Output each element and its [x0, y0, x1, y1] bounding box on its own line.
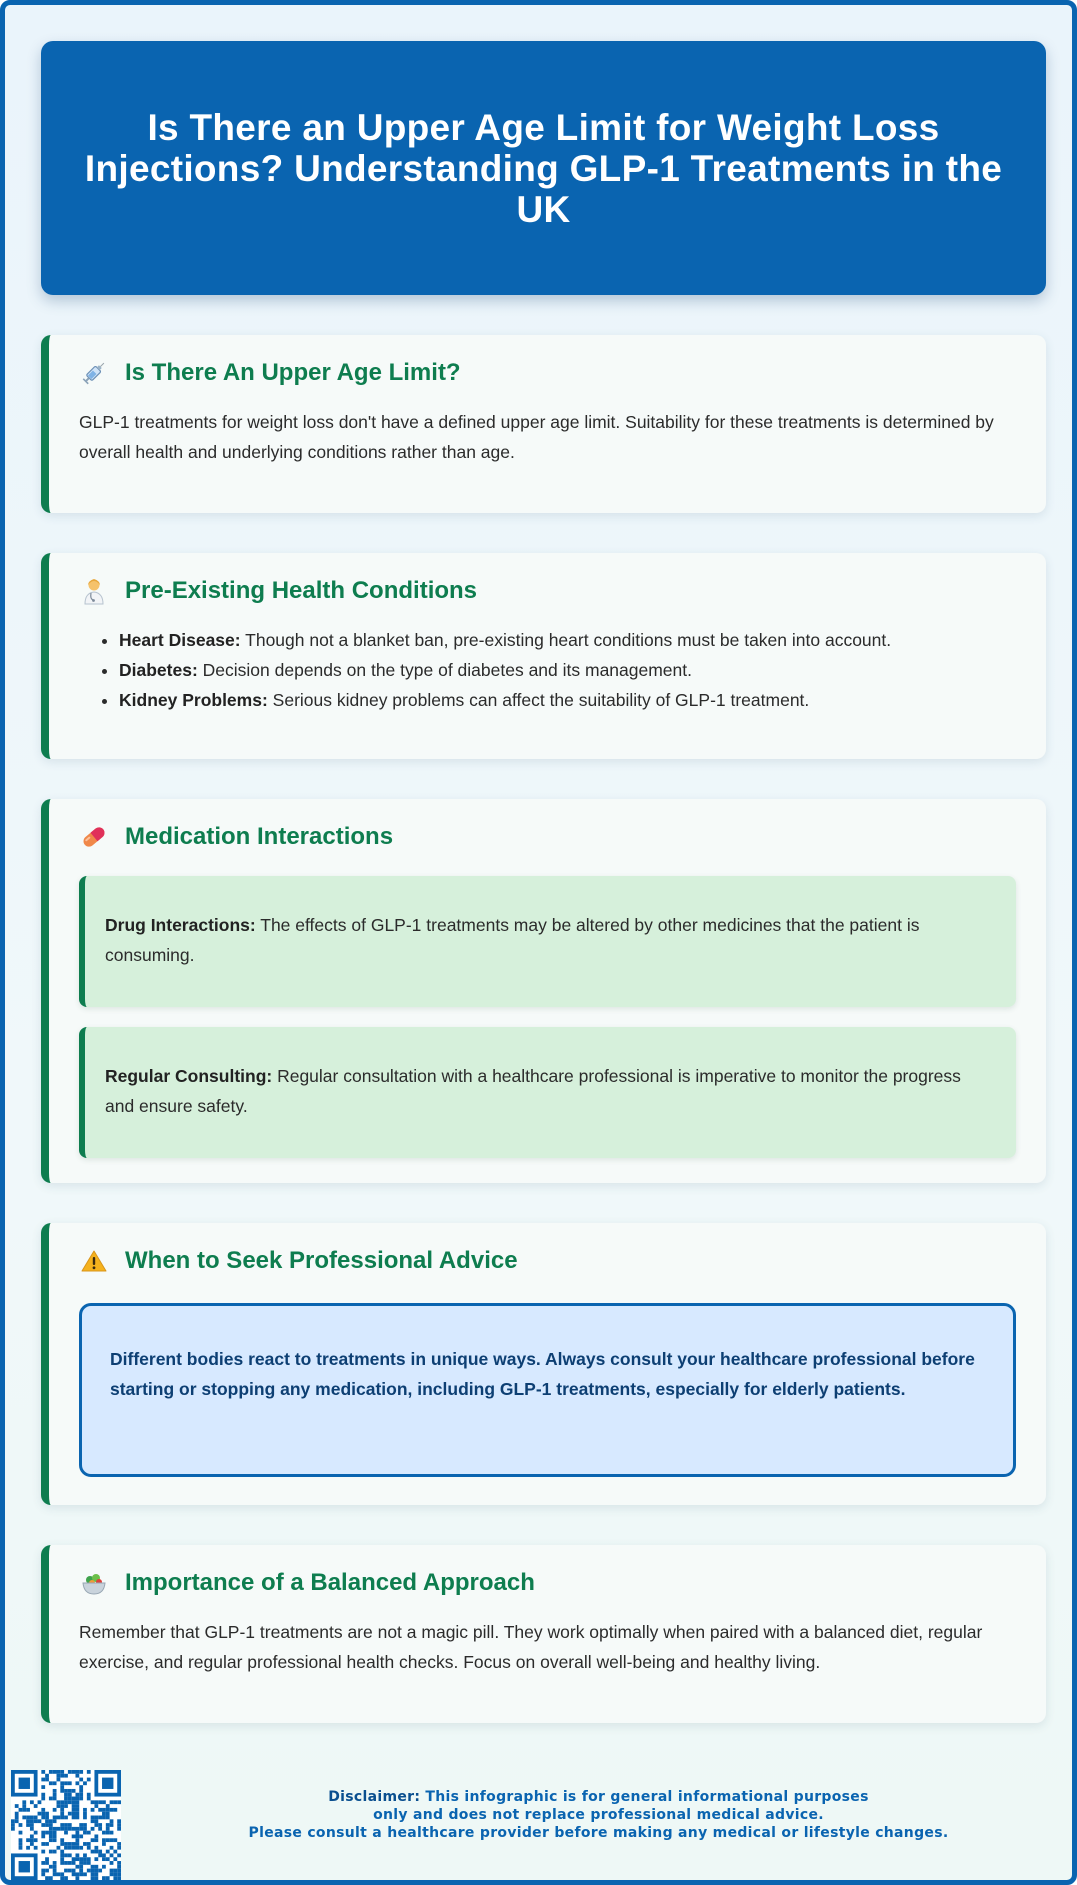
card-heading: [79, 353, 1016, 393]
salad-icon: [79, 1568, 109, 1598]
item-label: Kidney Problems:: [119, 690, 268, 710]
box-label: Drug Interactions:: [105, 915, 256, 935]
info-box-regular-consulting: [79, 1027, 1016, 1158]
header-banner: [41, 41, 1046, 295]
disclaimer-label: Disclaimer:: [328, 1789, 421, 1805]
advice-text: Different bodies react to treatments in unique ways. Always consult your healthcare professional before starting or stopping any medication, including GLP-1 treatments, especially for elderly patients.: [110, 1349, 975, 1399]
item-label: Diabetes:: [119, 660, 198, 680]
card-title: When to Seek Professional Advice: [125, 1247, 518, 1274]
box-label: Regular Consulting:: [105, 1066, 273, 1086]
card-title: Pre-Existing Health Conditions: [125, 577, 478, 604]
box-text: Regular consultation with a healthcare professional is imperative to monitor the progress and ensure safety.: [105, 1066, 961, 1116]
doctor-icon: [79, 576, 109, 606]
card-body: GLP-1 treatments for weight loss don't have a defined upper age limit. Suitability for these treatments is determined by overall health and underlying conditions rather than age.: [79, 412, 994, 462]
list-item: [119, 685, 1016, 715]
card-title: Is There An Upper Age Limit?: [125, 359, 461, 386]
card-title: Medication Interactions: [125, 823, 394, 850]
card-title: Importance of a Balanced Approach: [125, 1569, 535, 1596]
card-health-conditions: [41, 553, 1046, 759]
disclaimer-line1: This infographic is for general informational purposes: [420, 1789, 869, 1805]
item-text: Decision depends on the type of diabetes and its management.: [197, 660, 692, 680]
card-age-limit: [41, 335, 1046, 513]
conditions-list: [79, 625, 1016, 715]
item-text: Serious kidney problems can affect the suitability of GLP-1 treatment.: [267, 690, 810, 710]
card-body: Remember that GLP-1 treatments are not a magic pill. They work optimally when paired with a balanced diet, regular exercise, and regular professional health checks. Focus on overall well-being and healthy living.: [79, 1622, 983, 1672]
item-label: Heart Disease:: [119, 630, 241, 650]
box-text: The effects of GLP-1 treatments may be altered by other medicines that the patient is consuming.: [105, 915, 920, 965]
pill-icon: [79, 822, 109, 852]
disclaimer-line3: Please consult a healthcare provider before making any medical or lifestyle changes.: [248, 1825, 949, 1841]
card-heading: [79, 1241, 1016, 1281]
card-professional-advice: [41, 1223, 1046, 1505]
card-heading: [79, 1563, 1016, 1603]
page-title: Is There an Upper Age Limit for Weight Loss Injections? Understanding GLP-1 Treatments in the UK: [84, 106, 1003, 230]
item-text: Though not a blanket ban, pre-existing heart conditions must be taken into account.: [240, 630, 892, 650]
card-balanced-approach: [41, 1545, 1046, 1723]
syringe-icon: [79, 358, 109, 388]
info-box-drug-interactions: [79, 876, 1016, 1007]
card-heading: [79, 571, 1016, 611]
list-item: [119, 655, 1016, 685]
list-item: [119, 625, 1016, 655]
card-heading: [79, 817, 1016, 857]
disclaimer-line2: only and does not replace professional medical advice.: [373, 1807, 824, 1823]
footer: [5, 1760, 1072, 1885]
advice-callout: [79, 1303, 1016, 1477]
qr-code[interactable]: [11, 1770, 121, 1880]
disclaimer: [135, 1788, 1062, 1842]
warning-icon: [79, 1246, 109, 1276]
card-medication-interactions: [41, 799, 1046, 1183]
